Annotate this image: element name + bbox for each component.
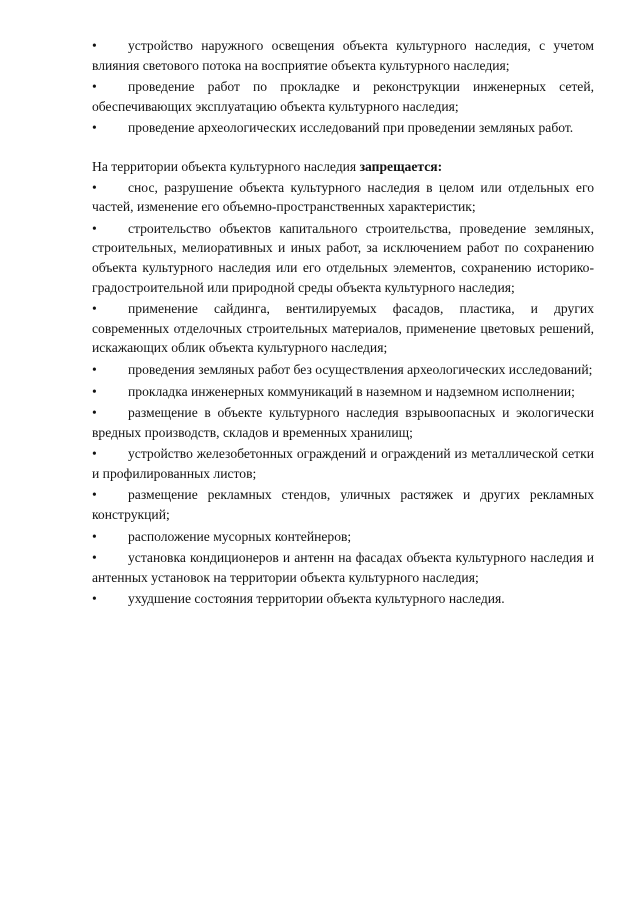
list-item [92, 589, 594, 609]
list-item-text: снос, разрушение объекта культурного наследия в целом или отдельных его частей, изменение его объемно-пространственных характеристик; [92, 179, 594, 215]
list-item [92, 548, 594, 587]
bullet-marker: • [92, 301, 97, 317]
prohibition-emphasis: запрещается: [359, 158, 443, 174]
bullet-marker: • [92, 79, 97, 95]
bullet-marker: • [92, 487, 97, 503]
document-body [92, 36, 594, 611]
list-item-text: проведение работ по прокладке и реконструкции инженерных сетей, обеспечивающих эксплуатацию объекта культурного наследия; [92, 79, 594, 114]
list-item-text: установка кондиционеров и антенн на фасадах объекта культурного наследия и антенных установок на территории объекта культурного наследия; [92, 550, 594, 585]
list-item [92, 299, 594, 358]
list-item-text: проведения земляных работ без осуществления археологических исследований; [128, 361, 593, 377]
list-item [92, 77, 594, 116]
bullet-marker: • [92, 446, 97, 462]
prohibition-heading [92, 157, 594, 177]
list-item-text: прокладка инженерных коммуникаций в наземном и надземном исполнении; [128, 383, 575, 399]
bullet-marker: • [92, 38, 97, 53]
bullet-marker: • [92, 405, 97, 421]
list-item-text: ухудшение состояния территории объекта культурного наследия. [128, 591, 505, 607]
preceding-list [92, 36, 594, 138]
bullet-marker: • [92, 591, 97, 607]
list-item-text: размещение рекламных стендов, уличных растяжек и других рекламных конструкций; [92, 487, 594, 523]
list-item [92, 178, 594, 217]
list-item [92, 219, 594, 297]
list-item-text: проведение археологических исследований при проведении земляных работ. [128, 120, 574, 136]
prohibition-intro-text: На территории объекта культурного наследия [92, 158, 360, 174]
bullet-marker: • [92, 220, 97, 236]
bullet-marker: • [92, 361, 97, 377]
bullet-marker: • [92, 179, 97, 195]
list-item [92, 118, 594, 138]
list-item-text: расположение мусорных контейнеров; [128, 528, 352, 544]
list-item [92, 527, 594, 547]
list-item [92, 382, 594, 402]
list-item [92, 360, 594, 380]
bullet-marker: • [92, 550, 97, 566]
list-item-text: применение сайдинга, вентилируемых фасадов, пластика, и других современных отделочных строительных материалов, применение цветовых решений, искажающих облик объекта культурного наследия; [92, 301, 594, 356]
list-item [92, 36, 594, 75]
bullet-marker: • [92, 120, 97, 136]
list-item-text: строительство объектов капитального строительства, проведение земляных, строительных, мелиоративных и иных работ, за исключением работ по сохранению объекта культурного наследия или его отдельных элементов, сохранению историко-градостроительной или природной среды объекта культурного наследия; [92, 220, 594, 295]
bullet-marker: • [92, 528, 97, 544]
list-item-text: устройство железобетонных ограждений и ограждений из металлической сетки и профилированных листов; [92, 446, 594, 481]
list-item [92, 403, 594, 442]
list-item [92, 485, 594, 524]
bullet-marker: • [92, 383, 97, 399]
list-item [92, 444, 594, 483]
prohibited-list [92, 178, 594, 609]
list-item-text: устройство наружного освещения объекта культурного наследия, с учетом влияния светового потока на восприятие объекта культурного наследия; [92, 38, 594, 73]
list-item-text: размещение в объекте культурного наследия взрывоопасных и экологически вредных производств, складов и временных хранилищ; [92, 405, 594, 440]
